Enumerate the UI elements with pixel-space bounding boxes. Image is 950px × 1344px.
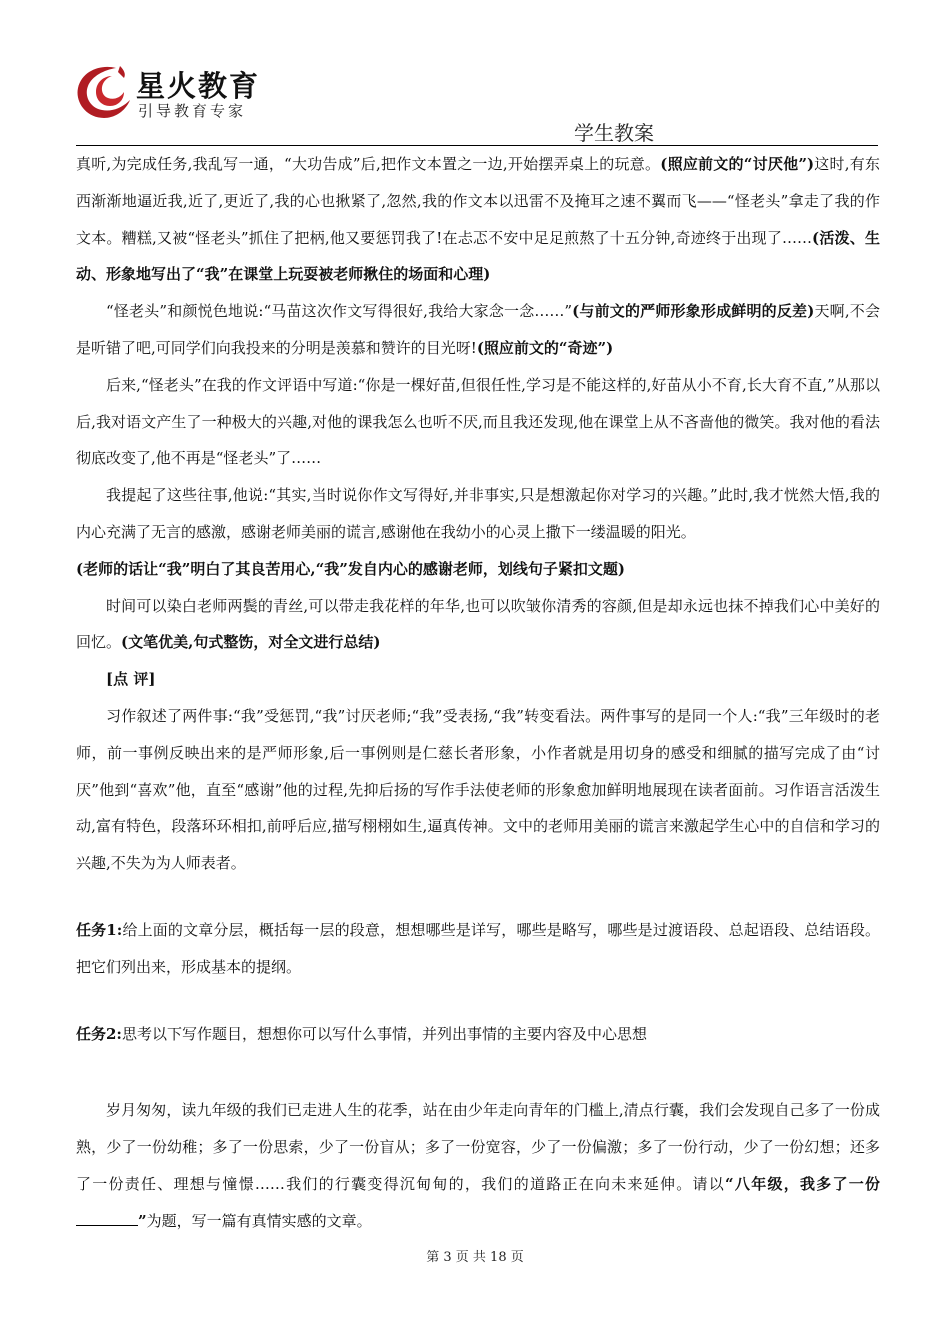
flame-logo-icon [72, 62, 134, 122]
essay-text: “怪老头”和颜悦色地说:“马苗这次作文写得很好,我给大家念一念……” [106, 302, 573, 321]
spacer [76, 882, 880, 912]
writing-prompt [76, 1092, 880, 1239]
brand-name: 星火教育 [136, 69, 261, 103]
essay-text: 天啊,不会是听错了吧,可同学们向我投来的分明是羡慕和赞许的目光呀! [76, 302, 880, 357]
essay-text: 真听,为完成任务,我乱写一通，“大功告成”后,把作文本置之一边,开始摆弄桌上的玩意。 [76, 155, 661, 173]
review-heading-text: [点 评] [106, 670, 156, 689]
essay-paragraph-3: 后来,“怪老头”在我的作文评语中写道:“你是一棵好苗,但很任性,学习是不能这样的,好苗从小不育,长大育不直,”从那以后,我对语文产生了一种极大的兴趣,对他的课我怎么也听不厌,而且我还发现,他在课堂上从不吝啬他的微笑。我对他的看法彻底改变了,他不再是“怪老头”了…… [76, 375, 880, 468]
essay-paragraph-1 [76, 146, 880, 293]
essay-paragraph-2 [76, 293, 880, 367]
essay-paragraph-6 [76, 588, 880, 662]
essay-text: 时间可以染白老师两鬓的青丝,可以带走我花样的年华,也可以吹皱你清秀的容颜,但是却永远也抹不掉我们心中美好的回忆。 [76, 596, 880, 652]
essay-text: 这时,有东西渐渐地逼近我,近了,更近了,我的心也揪紧了,忽然,我的作文本以迅雷不及掩耳之速不翼而飞——“怪老头”拿走了我的作文本。糟糕,又被“怪老头”抓住了把柄,他又要惩罚我了!在忐忑不安中足足煎熬了十五分钟,奇迹终于出现了…… [76, 155, 880, 247]
document-type-label: 学生教案 [574, 121, 654, 145]
page-number: 第 3 页 共 18 页 [426, 1250, 524, 1265]
prompt-tail: 为题，写一篇有真情实感的文章。 [146, 1211, 372, 1230]
task-2 [76, 1016, 880, 1053]
spacer [76, 1072, 880, 1092]
annotation: (活泼、生动、形象地写出了“我”在课堂上玩耍被老师揪住的场面和心理) [76, 228, 880, 284]
annotation: (照应前文的“奇迹”) [476, 338, 614, 357]
review-heading [76, 661, 880, 698]
annotation: (照应前文的“讨厌他”) [660, 155, 815, 173]
brand-slogan: 引导教育专家 [138, 102, 247, 120]
essay-paragraph-4: 我提起了这些往事,他说:“其实,当时说你作文写得好,并非事实,只是想激起你对学习的兴趣。”此时,我才恍然大悟,我的内心充满了无言的感激，感谢老师美丽的谎言,感谢他在我幼小的心灵上撒下一缕温暖的阳光。 [76, 486, 880, 541]
task-label: 任务1: [76, 920, 123, 939]
prompt-title: “八年级，我多了一份 [725, 1174, 880, 1193]
fill-in-blank [76, 1209, 138, 1226]
prompt-title-close: ” [138, 1211, 147, 1230]
annotation: (文笔优美,句式整饬，对全文进行总结) [121, 633, 381, 652]
prompt-text: 岁月匆匆，读九年级的我们已走进人生的花季，站在由少年走向青年的门槛上,清点行囊，我们会发现自己多了一份成熟，少了一份幼稚；多了一份思索，少了一份盲从；多了一份宽容，少了一份偏激；多了一份行动，少了一份幻想；还多了一份责任、理想与憧憬……我们的行囊变得沉甸甸的，我们的道路正在向未来延伸。请以 [76, 1101, 880, 1193]
spacer [76, 986, 880, 1016]
task-text: 思考以下写作题目，想想你可以写什么事情，并列出事情的主要内容及中心思想 [121, 1024, 647, 1043]
task-label: 任务2: [76, 1024, 122, 1043]
brand-logo [72, 62, 292, 126]
spacer [76, 1052, 880, 1072]
page-content [76, 146, 880, 1240]
annotation: (老师的话让“我”明白了其良苦用心,“我”发自内心的感谢老师，划线句子紧扣文题) [76, 559, 625, 578]
task-1 [76, 912, 880, 986]
essay-annotation [76, 551, 880, 588]
annotation: (与前文的严师形象形成鲜明的反差) [572, 302, 815, 321]
review-text: 习作叙述了两件事:“我”受惩罚,“我”讨厌老师;“我”受表扬,“我”转变看法。两件事写的是同一个人:“我”三年级时的老师，前一事例反映出来的是严师形象,后一事例则是仁慈长者形象，小作者就是用切身的感受和细腻的描写完成了由“讨厌”他到“喜欢”他，直至“感谢”他的过程,先抑后扬的写作手法使老师的形象愈加鲜明地展现在读者面前。习作语言活泼生动,富有特色，段落环环相扣,前呼后应,描写栩栩如生,逼真传神。文中的老师用美丽的谎言来激起学生心中的自信和学习的兴趣,不失为为人师表者。 [76, 706, 880, 873]
task-text: 给上面的文章分层，概括每一层的段意，想想哪些是详写，哪些是略写，哪些是过渡语段、总起语段、总结语段。把它们列出来，形成基本的提纲。 [76, 920, 880, 976]
